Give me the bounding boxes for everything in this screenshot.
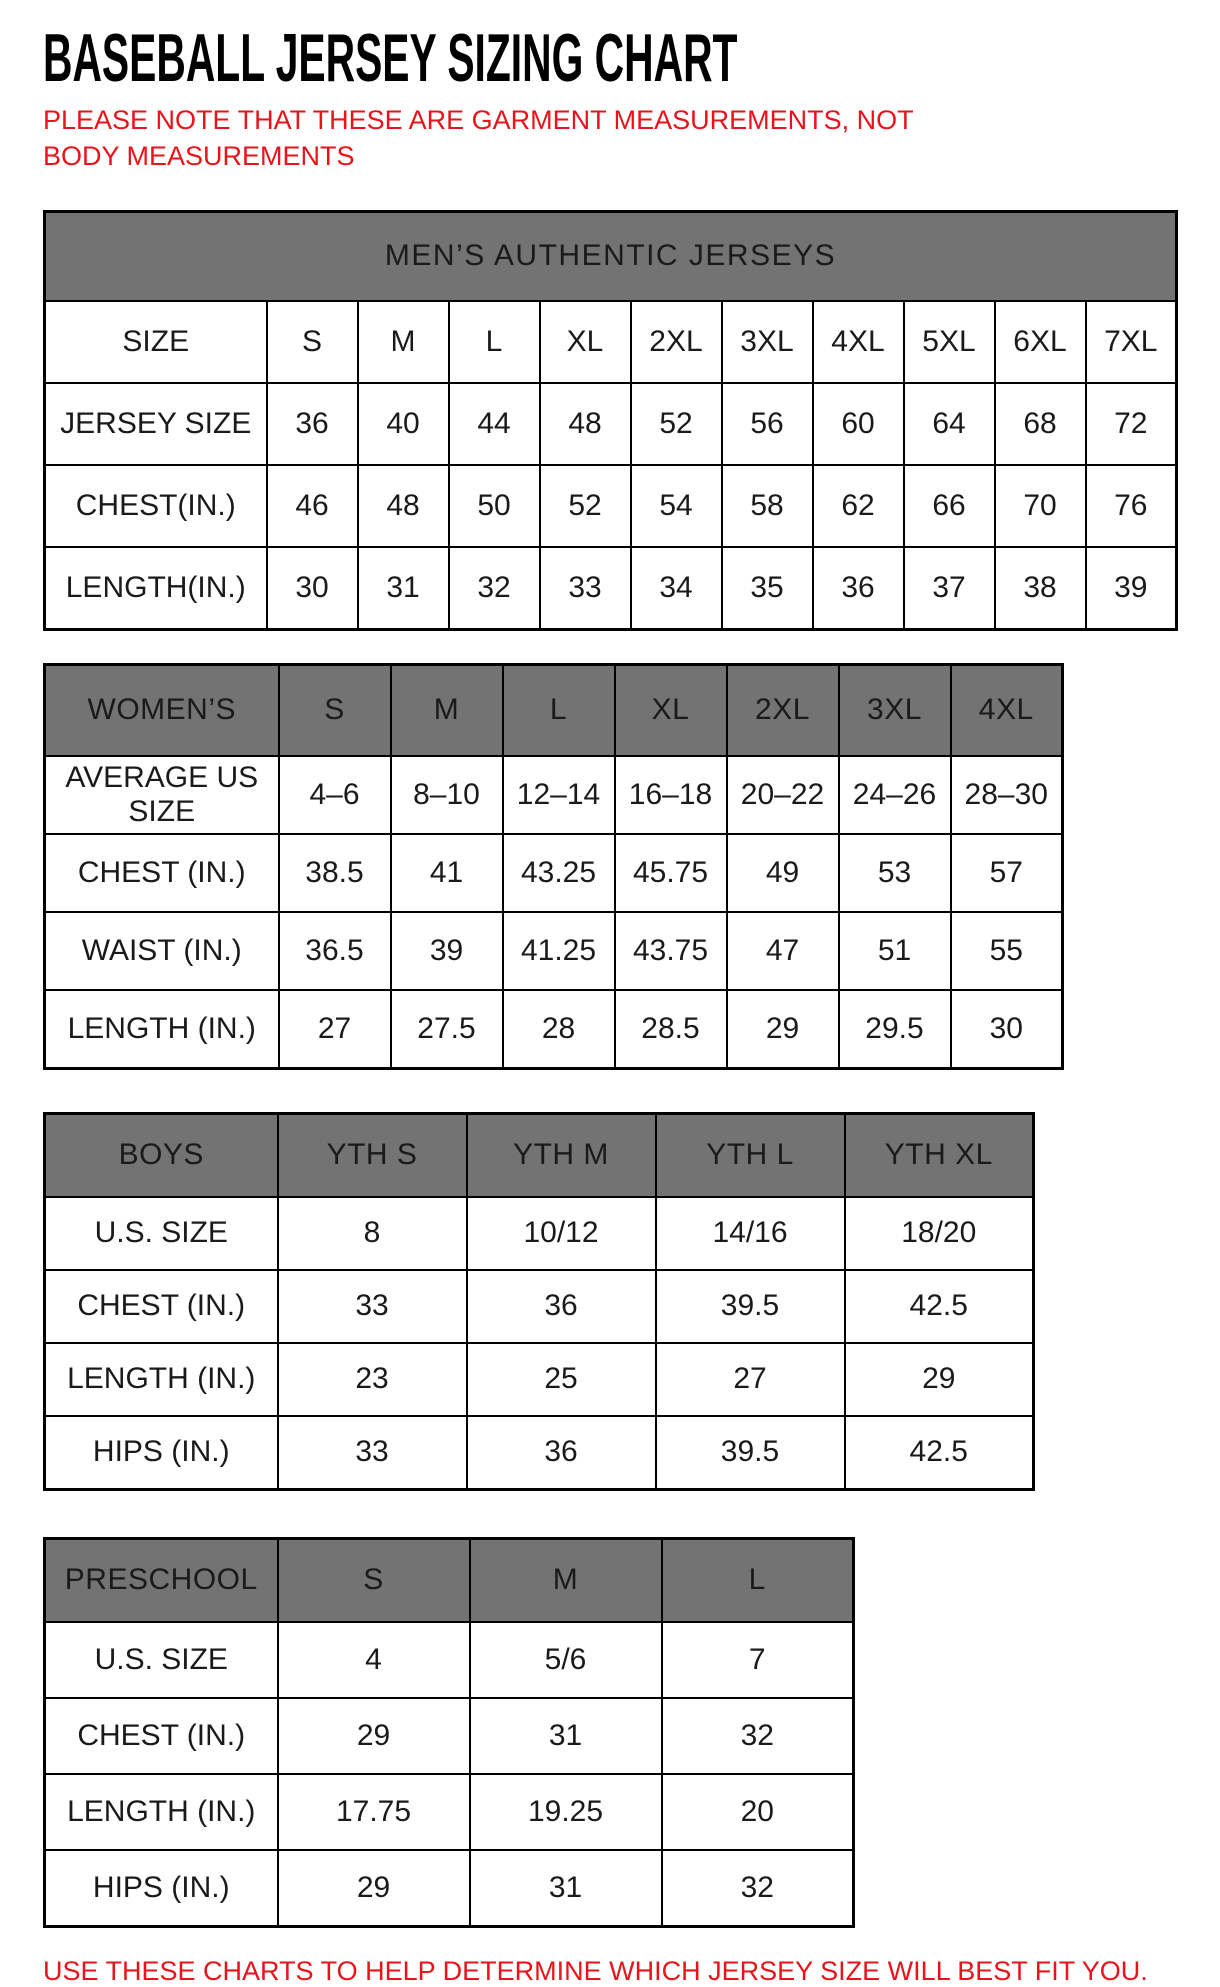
- page-title: BASEBALL JERSEY SIZING CHART: [43, 20, 738, 96]
- footer-note: USE THESE CHARTS TO HELP DETERMINE WHICH JERSEY SIZE WILL BEST FIT YOU.: [43, 1955, 1148, 1986]
- mens-authentic-jerseys-table: [43, 210, 1178, 631]
- value-cell: 2XL: [631, 301, 722, 383]
- value-cell: 28–30: [951, 756, 1063, 834]
- value-cell: 34: [631, 547, 722, 629]
- row-label-cell: CHEST (IN.): [45, 834, 279, 912]
- value-cell: 32: [662, 1698, 854, 1774]
- value-cell: 12–14: [503, 756, 615, 834]
- value-cell: 16–18: [615, 756, 727, 834]
- tables: [43, 210, 1180, 1928]
- value-cell: 7XL: [1086, 301, 1177, 383]
- table-row: [45, 383, 1177, 465]
- preschool-table: [43, 1537, 855, 1928]
- value-cell: 39: [1086, 547, 1177, 629]
- value-cell: 70: [995, 465, 1086, 547]
- value-cell: 33: [278, 1416, 467, 1489]
- value-cell: L: [449, 301, 540, 383]
- value-cell: 56: [722, 383, 813, 465]
- value-cell: 40: [358, 383, 449, 465]
- value-cell: 43.25: [503, 834, 615, 912]
- value-cell: 36.5: [279, 912, 391, 990]
- row-label-cell: U.S. SIZE: [45, 1197, 278, 1270]
- value-cell: 28.5: [615, 990, 727, 1068]
- value-cell: 42.5: [845, 1416, 1034, 1489]
- value-cell: 62: [813, 465, 904, 547]
- value-cell: 29: [845, 1343, 1034, 1416]
- row-label-cell: CHEST (IN.): [45, 1270, 278, 1343]
- value-cell: 53: [839, 834, 951, 912]
- value-cell: 48: [540, 383, 631, 465]
- value-cell: 54: [631, 465, 722, 547]
- value-cell: 35: [722, 547, 813, 629]
- header-label-cell: PRESCHOOL: [45, 1538, 278, 1622]
- value-cell: 33: [278, 1270, 467, 1343]
- value-cell: 8–10: [391, 756, 503, 834]
- header-cell: S: [279, 664, 391, 756]
- row-label-cell: CHEST (IN.): [45, 1698, 278, 1774]
- value-cell: 30: [951, 990, 1063, 1068]
- table-row: [45, 1270, 1034, 1343]
- row-label-cell: HIPS (IN.): [45, 1850, 278, 1926]
- table-row: [45, 1343, 1034, 1416]
- value-cell: 30: [267, 547, 358, 629]
- value-cell: S: [267, 301, 358, 383]
- value-cell: 8: [278, 1197, 467, 1270]
- value-cell: 27: [656, 1343, 845, 1416]
- row-label-cell: WAIST (IN.): [45, 912, 279, 990]
- header-cell: M: [391, 664, 503, 756]
- table-row: [45, 465, 1177, 547]
- value-cell: 29: [278, 1850, 470, 1926]
- value-cell: 64: [904, 383, 995, 465]
- value-cell: 24–26: [839, 756, 951, 834]
- value-cell: 36: [467, 1416, 656, 1489]
- value-cell: M: [358, 301, 449, 383]
- value-cell: 4: [278, 1622, 470, 1698]
- value-cell: 66: [904, 465, 995, 547]
- row-label-cell: LENGTH (IN.): [45, 1343, 278, 1416]
- value-cell: 32: [449, 547, 540, 629]
- header-cell: L: [503, 664, 615, 756]
- value-cell: 28: [503, 990, 615, 1068]
- value-cell: 52: [631, 383, 722, 465]
- table-row: [45, 301, 1177, 383]
- header-cell: YTH L: [656, 1113, 845, 1197]
- value-cell: 31: [470, 1850, 662, 1926]
- value-cell: 45.75: [615, 834, 727, 912]
- value-cell: 38: [995, 547, 1086, 629]
- value-cell: 46: [267, 465, 358, 547]
- header-label-cell: WOMEN’S: [45, 664, 279, 756]
- value-cell: 31: [470, 1698, 662, 1774]
- header-cell: 4XL: [951, 664, 1063, 756]
- value-cell: 10/12: [467, 1197, 656, 1270]
- value-cell: 41: [391, 834, 503, 912]
- value-cell: 19.25: [470, 1774, 662, 1850]
- value-cell: 39.5: [656, 1270, 845, 1343]
- table-header-row: [45, 1538, 854, 1622]
- value-cell: 39.5: [656, 1416, 845, 1489]
- header-label-cell: BOYS: [45, 1113, 278, 1197]
- value-cell: 27.5: [391, 990, 503, 1068]
- value-cell: 51: [839, 912, 951, 990]
- value-cell: 39: [391, 912, 503, 990]
- row-label-cell: SIZE: [45, 301, 267, 383]
- header-cell: L: [662, 1538, 854, 1622]
- value-cell: 14/16: [656, 1197, 845, 1270]
- value-cell: 4–6: [279, 756, 391, 834]
- value-cell: 47: [727, 912, 839, 990]
- value-cell: 17.75: [278, 1774, 470, 1850]
- table-row: [45, 1197, 1034, 1270]
- value-cell: 36: [267, 383, 358, 465]
- table-banner: MEN’S AUTHENTIC JERSEYS: [45, 211, 1177, 301]
- table-row: [45, 1416, 1034, 1489]
- table-row: [45, 912, 1063, 990]
- value-cell: 29.5: [839, 990, 951, 1068]
- value-cell: 41.25: [503, 912, 615, 990]
- value-cell: 49: [727, 834, 839, 912]
- value-cell: 4XL: [813, 301, 904, 383]
- value-cell: 3XL: [722, 301, 813, 383]
- table-row: [45, 1774, 854, 1850]
- table-row: [45, 1850, 854, 1926]
- value-cell: 36: [813, 547, 904, 629]
- value-cell: 36: [467, 1270, 656, 1343]
- value-cell: XL: [540, 301, 631, 383]
- value-cell: 6XL: [995, 301, 1086, 383]
- value-cell: 18/20: [845, 1197, 1034, 1270]
- table-row: [45, 834, 1063, 912]
- table-header-row: [45, 664, 1063, 756]
- row-label-cell: U.S. SIZE: [45, 1622, 278, 1698]
- value-cell: 58: [722, 465, 813, 547]
- table-row: [45, 990, 1063, 1068]
- value-cell: 20–22: [727, 756, 839, 834]
- table-row: [45, 756, 1063, 834]
- value-cell: 23: [278, 1343, 467, 1416]
- table-row: [45, 1698, 854, 1774]
- value-cell: 37: [904, 547, 995, 629]
- table-row: [45, 547, 1177, 629]
- table-header-row: [45, 1113, 1034, 1197]
- header-cell: YTH M: [467, 1113, 656, 1197]
- value-cell: 31: [358, 547, 449, 629]
- table-banner-row: [45, 211, 1177, 301]
- value-cell: 20: [662, 1774, 854, 1850]
- value-cell: 29: [727, 990, 839, 1068]
- measurement-note: PLEASE NOTE THAT THESE ARE GARMENT MEASUREMENTS, NOT BODY MEASUREMENTS: [43, 105, 914, 171]
- value-cell: 44: [449, 383, 540, 465]
- header-cell: XL: [615, 664, 727, 756]
- value-cell: 50: [449, 465, 540, 547]
- value-cell: 52: [540, 465, 631, 547]
- value-cell: 55: [951, 912, 1063, 990]
- header-cell: M: [470, 1538, 662, 1622]
- header-cell: S: [278, 1538, 470, 1622]
- value-cell: 7: [662, 1622, 854, 1698]
- value-cell: 5/6: [470, 1622, 662, 1698]
- header-cell: YTH XL: [845, 1113, 1034, 1197]
- header-cell: 2XL: [727, 664, 839, 756]
- value-cell: 57: [951, 834, 1063, 912]
- value-cell: 29: [278, 1698, 470, 1774]
- value-cell: 25: [467, 1343, 656, 1416]
- row-label-cell: LENGTH (IN.): [45, 990, 279, 1068]
- value-cell: 32: [662, 1850, 854, 1926]
- row-label-cell: LENGTH (IN.): [45, 1774, 278, 1850]
- value-cell: 33: [540, 547, 631, 629]
- row-label-cell: HIPS (IN.): [45, 1416, 278, 1489]
- value-cell: 48: [358, 465, 449, 547]
- value-cell: 68: [995, 383, 1086, 465]
- value-cell: 60: [813, 383, 904, 465]
- row-label-cell: AVERAGE US SIZE: [45, 756, 279, 834]
- value-cell: 72: [1086, 383, 1177, 465]
- value-cell: 42.5: [845, 1270, 1034, 1343]
- row-label-cell: JERSEY SIZE: [45, 383, 267, 465]
- header-cell: 3XL: [839, 664, 951, 756]
- table-row: [45, 1622, 854, 1698]
- row-label-cell: LENGTH(IN.): [45, 547, 267, 629]
- row-label-cell: CHEST(IN.): [45, 465, 267, 547]
- value-cell: 43.75: [615, 912, 727, 990]
- value-cell: 5XL: [904, 301, 995, 383]
- header-cell: YTH S: [278, 1113, 467, 1197]
- value-cell: 27: [279, 990, 391, 1068]
- value-cell: 76: [1086, 465, 1177, 547]
- value-cell: 38.5: [279, 834, 391, 912]
- boys-table: [43, 1112, 1035, 1491]
- womens-table: [43, 663, 1064, 1070]
